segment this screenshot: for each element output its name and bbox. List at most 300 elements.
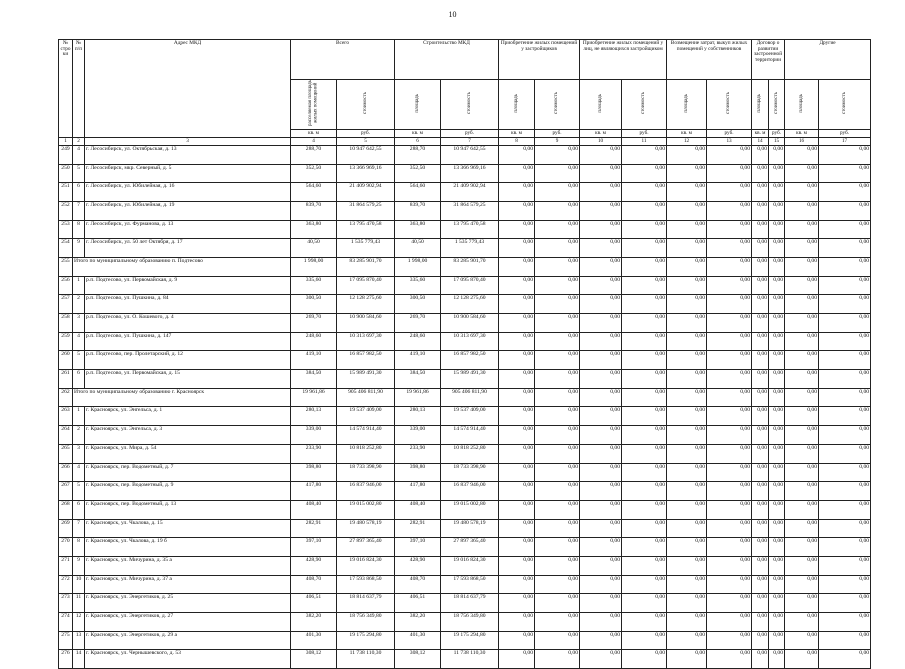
value-cell: 0,00 [707,183,752,202]
item-number: 3 [73,444,85,463]
value-cell: 408,40 [291,500,337,519]
row-number: 268 [59,500,73,519]
value-cell: 12 128 275,60 [337,295,395,314]
value-cell: 0,00 [785,538,819,557]
value-cell: 0,00 [535,201,580,220]
value-cell: 0,00 [819,388,871,407]
value-cell: 0,00 [819,295,871,314]
value-cell: 0,00 [785,650,819,669]
value-cell: 0,00 [499,594,535,613]
value-cell: 0,00 [580,351,622,370]
table-row [59,183,871,202]
value-cell: 0,00 [769,594,785,613]
header-row-colnums [59,137,871,145]
unit-cell: руб. [769,129,785,137]
value-cell: 0,00 [819,239,871,258]
value-cell: 0,00 [819,183,871,202]
value-cell: 0,00 [752,370,769,389]
value-cell: 0,00 [580,444,622,463]
row-number: 263 [59,407,73,426]
value-cell: 0,00 [535,239,580,258]
value-cell: 0,00 [622,426,667,445]
value-cell: 0,00 [707,388,752,407]
row-number: 272 [59,575,73,594]
value-cell: 0,00 [769,183,785,202]
value-cell: 335,60 [291,276,337,295]
value-cell: 280,13 [291,407,337,426]
value-cell: 905 406 811,90 [441,388,499,407]
row-number: 266 [59,463,73,482]
value-cell: 0,00 [622,650,667,669]
value-cell: 0,00 [752,519,769,538]
value-cell: 0,00 [499,388,535,407]
value-cell: 0,00 [535,631,580,650]
value-cell: 0,00 [622,239,667,258]
address-cell: г. Красноярск, ул. Энергетиков, д. 25 [85,594,291,613]
value-cell: 0,00 [580,426,622,445]
value-cell: 0,00 [785,407,819,426]
item-number: 9 [73,556,85,575]
row-number: 255 [59,257,73,276]
address-cell: г. Лесосибирск, ул. Фурманова, д. 13 [85,220,291,239]
header-construction: Строительство МКД [395,40,499,80]
row-number: 252 [59,201,73,220]
unit-cell: кв. м [580,129,622,137]
row-number: 273 [59,594,73,613]
value-cell: 0,00 [535,370,580,389]
address-cell: г. Красноярск, ул. Мичурина, д. 35 а [85,556,291,575]
value-cell: 0,00 [667,276,707,295]
value-cell: 0,00 [499,276,535,295]
value-cell: 0,00 [819,370,871,389]
value-cell: 0,00 [819,556,871,575]
value-cell: 408,70 [395,575,441,594]
value-cell: 339,00 [291,426,337,445]
value-cell: 0,00 [819,613,871,632]
value-cell: 0,00 [785,239,819,258]
value-cell: 0,00 [819,332,871,351]
value-cell: 0,00 [622,613,667,632]
value-cell: 1 998,00 [395,257,441,276]
row-number: 262 [59,388,73,407]
value-cell: 0,00 [535,332,580,351]
value-cell: 0,00 [819,220,871,239]
value-cell: 0,00 [580,613,622,632]
item-number: 4 [73,463,85,482]
value-cell: 0,00 [535,183,580,202]
address-cell: р.п. Подтесово, пер. Пролетарский, д. 12 [85,351,291,370]
item-number: 8 [73,220,85,239]
row-number: 271 [59,556,73,575]
table-row [59,407,871,426]
value-cell: 15 989 491,30 [337,370,395,389]
value-cell: 397,10 [291,538,337,557]
value-cell: 0,00 [499,183,535,202]
value-cell: 0,00 [535,538,580,557]
value-cell: 564,60 [291,183,337,202]
value-cell: 382,20 [291,613,337,632]
value-cell: 0,00 [769,239,785,258]
item-number: 5 [73,351,85,370]
value-cell: 27 897 365,40 [337,538,395,557]
value-cell: 19 016 824,30 [441,556,499,575]
value-cell: 0,00 [580,575,622,594]
value-cell: 0,00 [499,220,535,239]
value-cell: 0,00 [499,314,535,333]
address-cell: г. Лесосибирск, ул. 50 лет Октября, д. 17 [85,239,291,258]
address-cell: г. Красноярск, ул. Энгельса, д. 1 [85,407,291,426]
value-cell: 0,00 [667,164,707,183]
value-cell: 0,00 [535,257,580,276]
value-cell: 0,00 [785,370,819,389]
table-row [59,631,871,650]
value-cell: 0,00 [785,519,819,538]
value-cell: 0,00 [769,556,785,575]
value-cell: 0,00 [819,145,871,164]
value-cell: 0,00 [785,594,819,613]
value-cell: 0,00 [622,314,667,333]
value-cell: 0,00 [707,314,752,333]
value-cell: 0,00 [499,631,535,650]
row-number: 270 [59,538,73,557]
value-cell: 417,80 [395,482,441,501]
value-cell: 16 857 982,50 [441,351,499,370]
sub-cost: стоимость [819,80,871,130]
value-cell: 10 947 642,55 [441,145,499,164]
value-cell: 0,00 [769,257,785,276]
value-cell: 0,00 [819,164,871,183]
value-cell: 0,00 [580,482,622,501]
value-cell: 300,50 [291,295,337,314]
sub-area: площадь [580,80,622,130]
value-cell: 17 593 868,50 [441,575,499,594]
value-cell: 0,00 [667,145,707,164]
value-cell: 0,00 [499,164,535,183]
value-cell: 0,00 [707,239,752,258]
value-cell: 0,00 [667,370,707,389]
value-cell: 382,20 [395,613,441,632]
value-cell: 0,00 [622,556,667,575]
value-cell: 0,00 [752,276,769,295]
column-number-cell: 9 [535,137,580,145]
value-cell: 12 128 275,60 [441,295,499,314]
sub-area-residential: расселяемая площадь жилых помещений [291,80,337,130]
item-number: 9 [73,239,85,258]
value-cell: 839,70 [291,201,337,220]
value-cell: 19 480 578,19 [441,519,499,538]
value-cell: 0,00 [752,407,769,426]
sub-cost: стоимость [769,80,785,130]
subtotal-row [59,257,871,276]
value-cell: 398,80 [395,463,441,482]
column-number-cell: 1 [59,137,73,145]
value-cell: 280,13 [395,407,441,426]
table-row [59,556,871,575]
value-cell: 16 837 946,00 [337,482,395,501]
value-cell: 0,00 [580,594,622,613]
header-acq-developer: Приобретение жилых помещений у застройщиков [499,40,580,80]
item-number: 7 [73,519,85,538]
header-no-stroki: № стро ки [59,40,73,138]
value-cell: 0,00 [667,631,707,650]
value-cell: 0,00 [819,631,871,650]
value-cell: 419,10 [395,351,441,370]
value-cell: 0,00 [769,164,785,183]
value-cell: 0,00 [535,613,580,632]
value-cell: 0,00 [819,650,871,669]
value-cell: 0,00 [769,575,785,594]
value-cell: 0,00 [580,239,622,258]
value-cell: 83 285 901,70 [441,257,499,276]
sub-area: площадь [667,80,707,130]
table-row [59,594,871,613]
table-row [59,575,871,594]
item-number: 6 [73,500,85,519]
value-cell: 0,00 [580,370,622,389]
value-cell: 0,00 [785,556,819,575]
value-cell: 363,80 [291,220,337,239]
column-number-cell: 5 [337,137,395,145]
row-number: 265 [59,444,73,463]
table-row [59,444,871,463]
table-row [59,426,871,445]
value-cell: 18 733 398,90 [441,463,499,482]
value-cell: 13 795 470,58 [441,220,499,239]
address-cell: г. Красноярск, ул. Энергетиков, д. 29 а [85,631,291,650]
value-cell: 19 537 409,00 [337,407,395,426]
header-dogovor: Договор о развитии застроенной территории [752,40,785,80]
value-cell: 428,90 [291,556,337,575]
table-row [59,519,871,538]
value-cell: 0,00 [667,519,707,538]
value-cell: 0,00 [769,407,785,426]
value-cell: 352,50 [291,164,337,183]
value-cell: 0,00 [785,145,819,164]
value-cell: 0,00 [707,538,752,557]
value-cell: 0,00 [667,650,707,669]
address-cell: р.п. Подтесово, ул. Пушкина, д. 84 [85,295,291,314]
value-cell: 0,00 [707,482,752,501]
value-cell: 0,00 [580,650,622,669]
row-number: 261 [59,370,73,389]
value-cell: 0,00 [535,295,580,314]
row-number: 260 [59,351,73,370]
value-cell: 0,00 [499,538,535,557]
value-cell: 0,00 [622,538,667,557]
row-number: 253 [59,220,73,239]
value-cell: 0,00 [785,183,819,202]
value-cell: 0,00 [667,257,707,276]
value-cell: 0,00 [622,276,667,295]
value-cell: 10 313 697,30 [441,332,499,351]
value-cell: 0,00 [622,388,667,407]
value-cell: 0,00 [752,351,769,370]
address-cell: г. Красноярск, ул. Чернышевского, д. 53 [85,650,291,669]
value-cell: 0,00 [667,556,707,575]
header-row-groups [59,40,871,80]
item-number: 1 [73,407,85,426]
item-number: 5 [73,164,85,183]
header-reimbursement: Возмещение затрат, выкуп жилых помещений у собственников [667,40,752,80]
value-cell: 0,00 [622,295,667,314]
value-cell: 0,00 [752,239,769,258]
table-row [59,145,871,164]
table-body [59,145,871,668]
column-number-cell: 14 [752,137,769,145]
value-cell: 0,00 [752,444,769,463]
value-cell: 0,00 [622,257,667,276]
address-cell: г. Красноярск, ул. Чкалова, д. 19 б [85,538,291,557]
value-cell: 0,00 [752,295,769,314]
address-cell: р.п. Подтесово, ул. О. Кошевого, д. 4 [85,314,291,333]
value-cell: 0,00 [785,444,819,463]
value-cell: 233,90 [291,444,337,463]
value-cell: 839,70 [395,201,441,220]
row-number: 249 [59,145,73,164]
unit-cell: руб. [337,129,395,137]
page-number: 10 [448,10,457,19]
value-cell: 0,00 [769,388,785,407]
value-cell: 0,00 [752,201,769,220]
value-cell: 282,91 [395,519,441,538]
row-number: 259 [59,332,73,351]
value-cell: 17 593 868,50 [337,575,395,594]
value-cell: 0,00 [535,164,580,183]
value-cell: 0,00 [580,295,622,314]
value-cell: 0,00 [707,332,752,351]
value-cell: 0,00 [535,145,580,164]
value-cell: 0,00 [499,201,535,220]
address-cell: р.п. Подтесово, ул. Первомайская, д. 15 [85,370,291,389]
value-cell: 0,00 [752,463,769,482]
value-cell: 0,00 [819,500,871,519]
value-cell: 0,00 [707,631,752,650]
value-cell: 0,00 [819,314,871,333]
row-number: 274 [59,613,73,632]
value-cell: 0,00 [622,183,667,202]
value-cell: 0,00 [667,575,707,594]
value-cell: 0,00 [499,426,535,445]
item-number: 8 [73,538,85,557]
subtotal-label: Итого по муниципальному образованию п. Подтесово [73,257,291,276]
value-cell: 0,00 [667,201,707,220]
value-cell: 0,00 [819,407,871,426]
value-cell: 0,00 [535,500,580,519]
value-cell: 0,00 [580,314,622,333]
column-number-cell: 15 [769,137,785,145]
value-cell: 0,00 [580,407,622,426]
value-cell: 0,00 [752,220,769,239]
value-cell: 0,00 [819,575,871,594]
value-cell: 0,00 [752,613,769,632]
column-number-cell: 4 [291,137,337,145]
value-cell: 0,00 [769,351,785,370]
value-cell: 0,00 [707,407,752,426]
value-cell: 0,00 [535,556,580,575]
unit-cell: руб. [622,129,667,137]
value-cell: 0,00 [785,613,819,632]
value-cell: 0,00 [580,145,622,164]
value-cell: 0,00 [667,594,707,613]
column-number-cell: 16 [785,137,819,145]
value-cell: 0,00 [769,631,785,650]
item-number: 10 [73,575,85,594]
value-cell: 0,00 [535,426,580,445]
value-cell: 21 409 902,94 [337,183,395,202]
value-cell: 27 897 365,40 [441,538,499,557]
value-cell: 0,00 [622,463,667,482]
sub-cost: стоимость [337,80,395,130]
value-cell: 269,70 [395,314,441,333]
value-cell: 18 733 398,90 [337,463,395,482]
value-cell: 0,00 [499,145,535,164]
column-number-cell: 10 [580,137,622,145]
value-cell: 419,10 [291,351,337,370]
table-row [59,239,871,258]
value-cell: 0,00 [769,482,785,501]
value-cell: 0,00 [769,463,785,482]
value-cell: 352,50 [395,164,441,183]
value-cell: 0,00 [752,314,769,333]
header-acq-other: Приобретение жилых помещений у лиц, не являющихся застройщиком [580,40,667,80]
value-cell: 0,00 [707,426,752,445]
value-cell: 0,00 [667,220,707,239]
value-cell: 0,00 [580,519,622,538]
value-cell: 0,00 [707,613,752,632]
value-cell: 0,00 [667,426,707,445]
value-cell: 0,00 [785,257,819,276]
unit-cell: кв. м [499,129,535,137]
value-cell: 0,00 [580,500,622,519]
unit-cell: руб. [819,129,871,137]
value-cell: 564,60 [395,183,441,202]
value-cell: 0,00 [769,220,785,239]
table-row [59,538,871,557]
column-number-cell: 17 [819,137,871,145]
value-cell: 0,00 [752,575,769,594]
table-row [59,351,871,370]
value-cell: 0,00 [667,482,707,501]
value-cell: 10 900 584,60 [337,314,395,333]
value-cell: 0,00 [535,407,580,426]
value-cell: 308,12 [395,650,441,669]
value-cell: 269,70 [291,314,337,333]
value-cell: 0,00 [752,650,769,669]
value-cell: 0,00 [769,370,785,389]
value-cell: 0,00 [769,444,785,463]
value-cell: 0,00 [499,444,535,463]
value-cell: 10 818 252,80 [441,444,499,463]
value-cell: 308,12 [291,650,337,669]
value-cell: 0,00 [769,314,785,333]
value-cell: 0,00 [535,650,580,669]
value-cell: 0,00 [580,332,622,351]
value-cell: 13 366 969,16 [441,164,499,183]
value-cell: 0,00 [667,388,707,407]
value-cell: 1 998,00 [291,257,337,276]
value-cell: 0,00 [499,575,535,594]
row-number: 276 [59,650,73,669]
value-cell: 0,00 [535,482,580,501]
value-cell: 18 814 637,79 [337,594,395,613]
address-cell: р.п. Подтесово, ул. Пушкина, д. 147 [85,332,291,351]
row-number: 257 [59,295,73,314]
unit-cell: кв. м [752,129,769,137]
value-cell: 0,00 [535,444,580,463]
table-row [59,276,871,295]
table-row [59,463,871,482]
row-number: 269 [59,519,73,538]
